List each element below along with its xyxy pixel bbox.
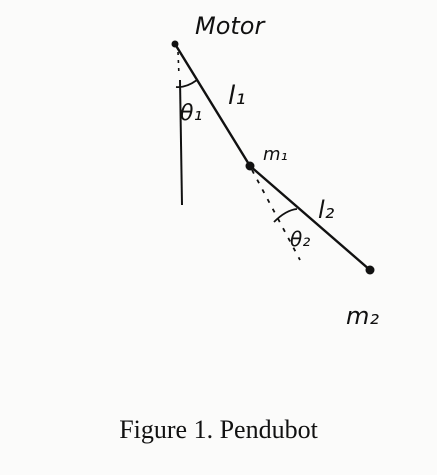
vertical-reference-line (180, 80, 182, 205)
link-2 (250, 166, 370, 270)
motor-label: Motor (195, 12, 265, 40)
angle-2-label: θ₂ (290, 227, 311, 251)
link-2-label: l₂ (318, 196, 335, 224)
figure-caption: Figure 1. Pendubot (119, 415, 318, 444)
mass-1-label: m₁ (263, 144, 288, 165)
vertical-reference-dash (178, 52, 179, 76)
angle-2-arc (274, 209, 297, 222)
motor-pivot (172, 41, 179, 48)
mass-2-point (366, 266, 375, 275)
link-1-label: l₁ (228, 81, 246, 111)
mass-2-label: m₂ (346, 302, 379, 330)
mass-1-point (246, 162, 255, 171)
angle-1-label: θ₁ (180, 101, 203, 126)
